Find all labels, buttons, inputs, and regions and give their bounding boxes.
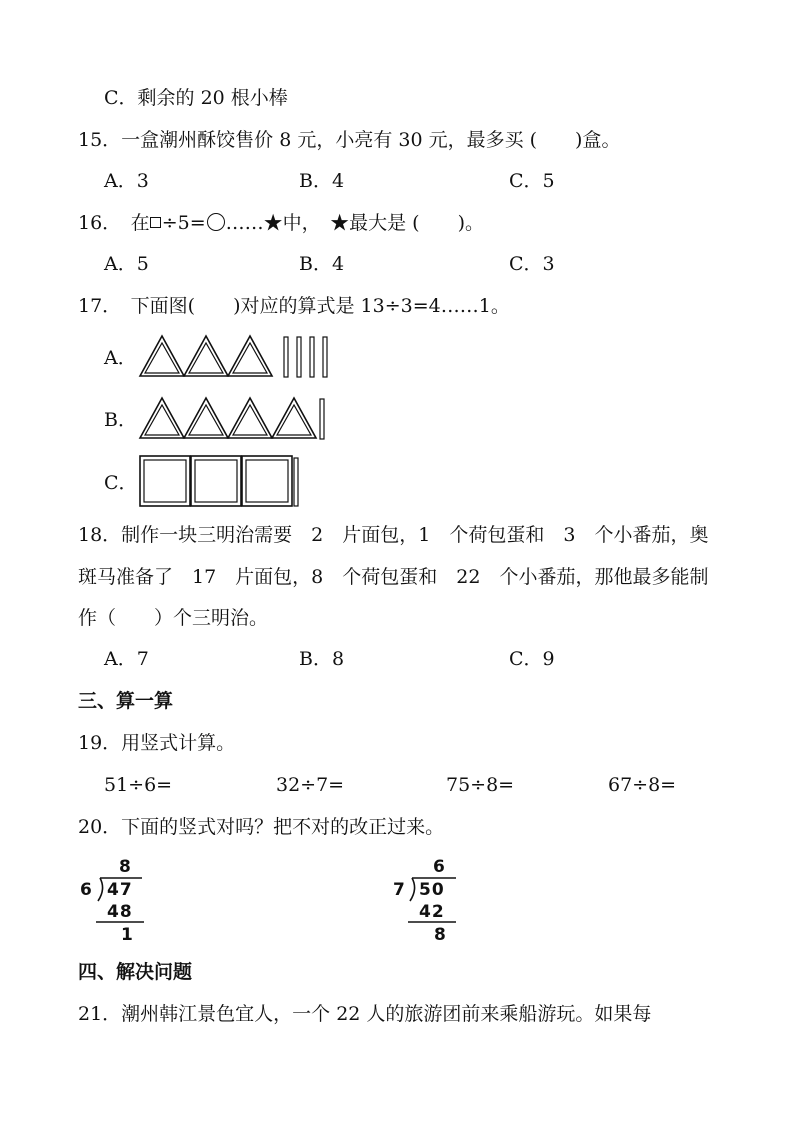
q16-option-b: B．4: [299, 253, 345, 275]
q15-option-a: A．3: [104, 170, 149, 192]
q20-div1-divisor: 6: [80, 880, 93, 900]
q18-line-3: 作（ ）个三明治。: [78, 607, 269, 629]
q19-stem: 19．用竖式计算。: [78, 732, 236, 754]
q20-stem: 20．下面的竖式对吗？把不对的改正过来。: [78, 816, 445, 838]
section-3-title: 三、算一算: [78, 690, 174, 712]
q17-stem: 17． 下面图( )对应的算式是 13÷3=4……1。: [78, 295, 510, 317]
q15-option-c: C．5: [509, 170, 555, 192]
q19-problem-1: 51÷6=: [104, 774, 173, 796]
q16-option-c: C．3: [509, 253, 555, 275]
q16-option-a: A．5: [104, 253, 149, 275]
q17-option-a-label: A．: [104, 347, 137, 369]
q20-div1-quotient: 8: [119, 857, 132, 877]
q15-stem: 15．一盒潮州酥饺售价 8 元，小亮有 30 元，最多买 ( )盒。: [78, 129, 621, 151]
q19-problem-2: 32÷7=: [276, 774, 345, 796]
q18-line-2: 斑马准备了 17 片面包，8 个荷包蛋和 22 个小番茄，那他最多能制: [78, 566, 709, 588]
q16-stem-prefix: 16． 在: [78, 212, 150, 234]
q19-problem-3: 75÷8=: [446, 774, 515, 796]
q20-div2-quotient: 6: [433, 857, 446, 877]
q16-stem-suffix: ……★中， ★最大是 ( )。: [225, 212, 484, 234]
q17-option-b-label: B．: [104, 409, 137, 431]
q18-option-c: C．9: [509, 648, 555, 670]
q16-stem-mid: ÷5=: [161, 212, 206, 234]
q20-div2-product: 42: [419, 902, 445, 922]
q20-div1-dividend: 47: [107, 880, 133, 900]
q18-option-b: B．8: [299, 648, 345, 670]
q15-option-b: B．4: [299, 170, 345, 192]
q20-div2-dividend: 50: [419, 880, 445, 900]
q21-stem: 21．潮州韩江景色宜人，一个 22 人的旅游团前来乘船游玩。如果每: [78, 1003, 652, 1025]
q20-div1-product: 48: [107, 902, 133, 922]
section-4-title: 四、解决问题: [78, 961, 193, 983]
q17-option-c-label: C．: [104, 472, 138, 494]
q18-line-1: 18．制作一块三明治需要 2 片面包，1 个荷包蛋和 3 个小番茄，奥: [78, 524, 709, 546]
q20-div1-remainder: 1: [121, 925, 134, 945]
q20-div2-divisor: 7: [393, 880, 406, 900]
q14-option-c: C．剩余的 20 根小棒: [104, 87, 288, 109]
q19-problem-4: 67÷8=: [608, 774, 677, 796]
q20-div2-remainder: 8: [434, 925, 447, 945]
q18-option-a: A．7: [104, 648, 149, 670]
